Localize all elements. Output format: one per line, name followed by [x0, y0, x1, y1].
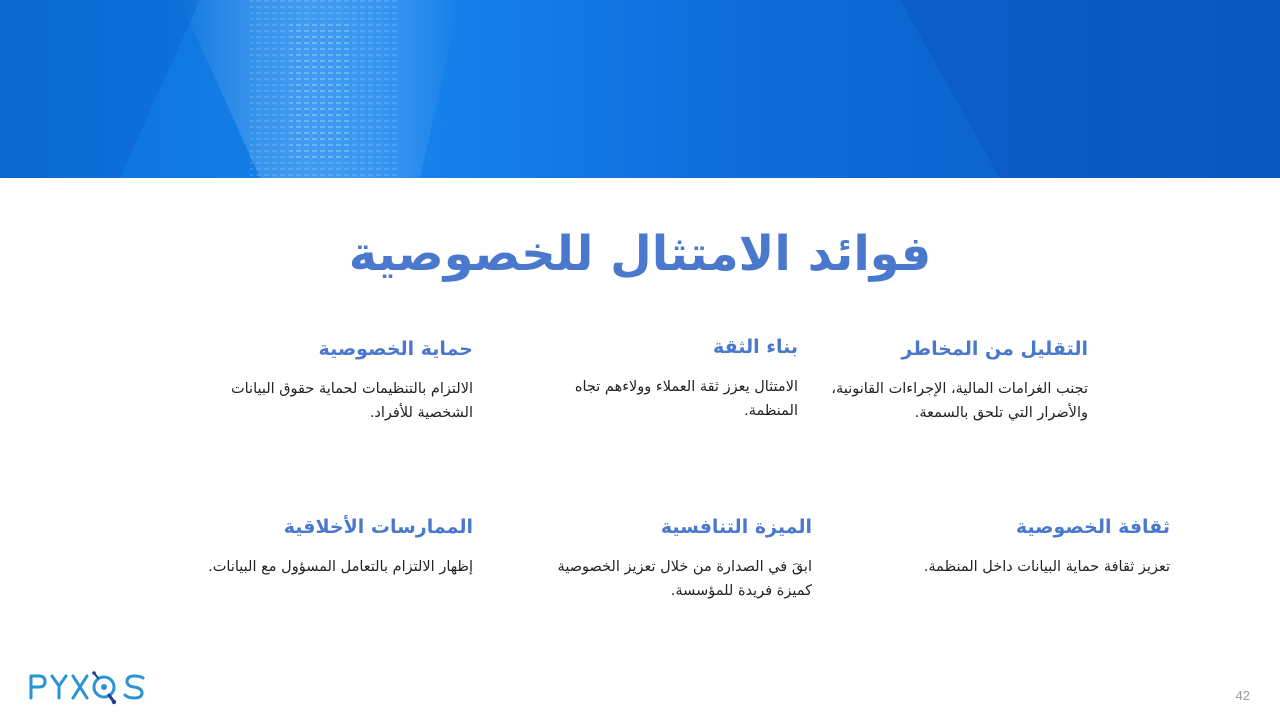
banner-graphic	[0, 0, 1280, 178]
benefit-competitive-advantage	[520, 513, 812, 603]
benefit-privacy-culture	[900, 513, 1170, 579]
pyxos-logo	[28, 668, 158, 708]
pyxos-logo-graphic	[28, 668, 158, 708]
benefit-heading: حماية الخصوصية	[318, 338, 473, 360]
benefit-text: تعزيز ثقافة حماية البيانات داخل المنظمة.	[923, 559, 1170, 575]
slide-title: فوائد الامتثال للخصوصية	[348, 226, 932, 282]
benefit-heading: ثقافة الخصوصية	[1015, 516, 1170, 538]
benefit-text: الامتثال يعزز ثقة العملاء وولاءهم تجاه المنظمة.	[574, 379, 798, 419]
benefit-text: الالتزام بالتنظيمات لحماية حقوق البيانات الشخصية للأفراد.	[230, 381, 473, 421]
benefit-risk-reduction	[818, 335, 1088, 425]
benefit-text: تجنب الغرامات المالية، الإجراءات القانونية، والأضرار التي تلحق بالسمعة.	[831, 381, 1088, 421]
benefit-text: ابقَ في الصدارة من خلال تعزيز الخصوصية كميزة فريدة للمؤسسة.	[557, 559, 812, 599]
benefit-heading: بناء الثقة	[713, 336, 798, 358]
benefit-trust-building	[528, 333, 798, 423]
benefit-text: إظهار الالتزام بالتعامل المسؤول مع البيانات.	[208, 559, 473, 575]
benefit-privacy-protection	[203, 335, 473, 425]
benefit-ethical-practices	[203, 513, 473, 579]
benefit-heading: الميزة التنافسية	[660, 516, 812, 538]
benefit-heading: التقليل من المخاطر	[901, 338, 1088, 360]
benefit-heading: الممارسات الأخلاقية	[283, 516, 473, 538]
header-banner-image	[0, 0, 1280, 178]
page-number: 42	[1235, 688, 1250, 703]
